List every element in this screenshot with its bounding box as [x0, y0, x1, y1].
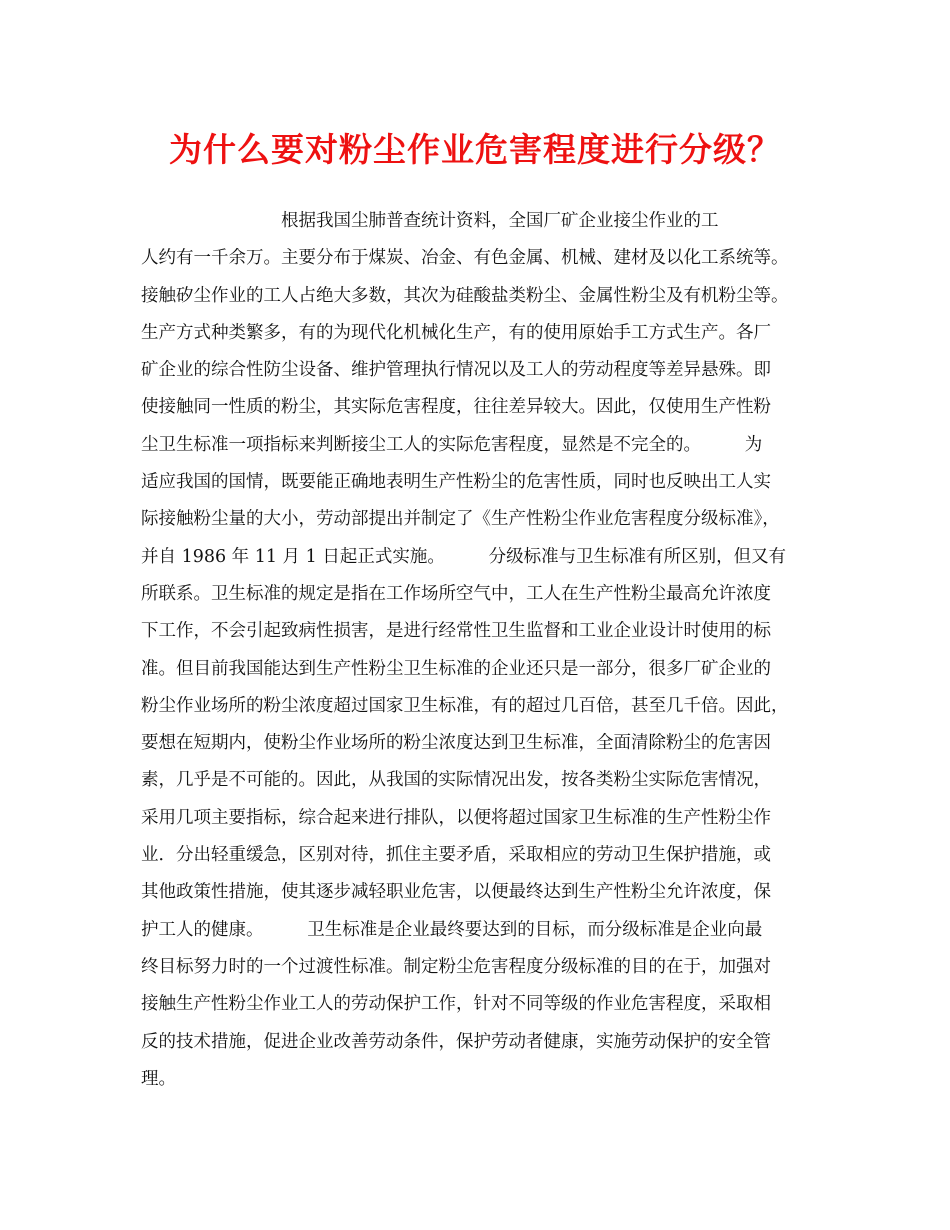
body-line: 其他政策性措施，使其逐步减轻职业危害，以便最终达到生产性粉尘允许浓度，保 [141, 882, 771, 903]
body-line: 准。但目前我国能达到生产性粉尘卫生标准的企业还只是一部分，很多厂矿企业的 [141, 658, 771, 679]
body-line: 终目标努力时的一个过渡性标准。制定粉尘危害程度分级标准的目的在于，加强对 [141, 956, 771, 977]
body-line: 理。 [141, 1068, 176, 1089]
body-line: 业．分出轻重缓急，区别对待，抓住主要矛盾，采取相应的劳动卫生保护措施，或 [141, 845, 771, 866]
body-line: 反的技术措施，促进企业改善劳动条件，保护劳动者健康，实施劳动保护的安全管 [141, 1031, 771, 1052]
body-line: 接触矽尘作业的工人占绝大多数，其次为硅酸盐类粉尘、金属性粉尘及有机粉尘等。 [141, 285, 789, 306]
body-line: 要想在短期内，使粉尘作业场所的粉尘浓度达到卫生标准，全面清除粉尘的危害因 [141, 733, 771, 754]
body-line: 粉尘作业场所的粉尘浓度超过国家卫生标准，有的超过几百倍，甚至几千倍。因此， [141, 695, 789, 716]
body-line: 使接触同一性质的粉尘，其实际危害程度，往往差异较大。因此，仅使用生产性粉 [141, 397, 771, 418]
body-line: 根据我国尘肺普查统计资料，全国厂矿企业接尘作业的工 [141, 211, 719, 231]
body-line: 下工作，不会引起致病性损害，是进行经常性卫生监督和工业企业设计时使用的标 [141, 621, 771, 642]
body-line: 所联系。卫生标准的规定是指在工作场所空气中，工人在生产性粉尘最高允许浓度 [141, 583, 771, 604]
document-title: 为什么要对粉尘作业危害程度进行分级？ [169, 130, 781, 169]
body-line: 矿企业的综合性防尘设备、维护管理执行情况以及工人的劳动程度等差异悬殊。即 [141, 360, 771, 381]
document-body [141, 203, 831, 1098]
body-line: 际接触粉尘量的大小，劳动部提出并制定了《生产性粉尘作业危害程度分级标准》， [141, 509, 780, 530]
body-line: 适应我国的国情，既要能正确地表明生产性粉尘的危害性质，同时也反映出工人实 [141, 472, 771, 493]
body-line: 护工人的健康。 卫生标准是企业最终要达到的目标，而分级标准是企业向最 [141, 919, 763, 940]
body-line: 接触生产性粉尘作业工人的劳动保护工作，针对不同等级的作业危害程度，采取相 [141, 994, 771, 1015]
body-line: 素，几乎是不可能的。因此，从我国的实际情况出发，按各类粉尘实际危害情况， [141, 770, 771, 791]
body-line: 采用几项主要指标，综合起来进行排队，以便将超过国家卫生标准的生产性粉尘作 [141, 807, 771, 828]
body-line: 人约有一千余万。主要分布于煤炭、冶金、有色金属、机械、建材及以化工系统等。 [141, 248, 789, 269]
body-line: 并自 1986 年 11 月 1 日起正式实施。 分级标准与卫生标准有所区别，但又有 [141, 546, 787, 567]
body-line: 生产方式种类繁多，有的为现代化机械化生产，有的使用原始手工方式生产。各厂 [141, 322, 771, 343]
body-line: 尘卫生标准一项指标来判断接尘工人的实际危害程度，显然是不完全的。 为 [141, 434, 763, 455]
